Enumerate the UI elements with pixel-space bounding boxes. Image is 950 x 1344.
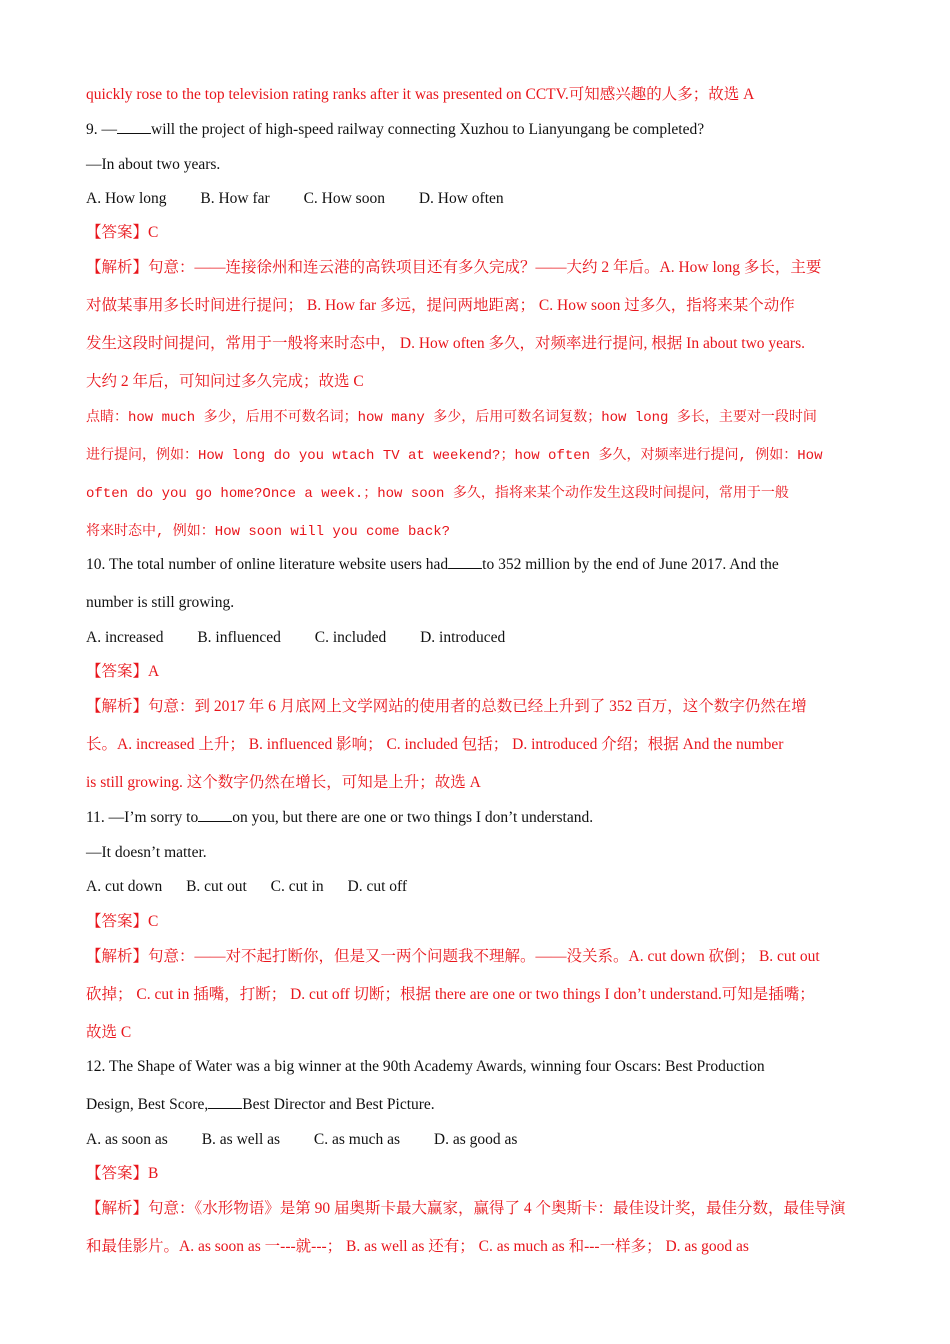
explanation-line: 砍掉； C. cut in 插嘴，打断； D. cut off 切断；根据 there are one or two things I don’t understand.可知是插嘴； bbox=[86, 986, 815, 1003]
explanation-line: is still growing. 这个数字仍然在增长，可知是上升；故选 A bbox=[86, 774, 481, 791]
question-text: on you, but there are one or two things I don’t understand. bbox=[232, 809, 594, 826]
explanation-line: quickly rose to the top television rating ranks after it was presented on CCTV.可知感兴趣的人多；故选 A bbox=[86, 86, 755, 103]
question-9 bbox=[86, 119, 890, 141]
tip-line: 点睛：how much 多少，后用不可数名词；how many 多少，后用可数名词复数；how long 多长，主要对一段时间 bbox=[86, 410, 817, 426]
question-text: Design, Best Score, bbox=[86, 1096, 209, 1113]
answer-label: 【答案】C bbox=[86, 913, 159, 930]
question-text: 10. The total number of online literature website users had bbox=[86, 556, 449, 573]
option-a: A. as soon as bbox=[86, 1131, 168, 1148]
option-b: B. as well as bbox=[201, 1131, 281, 1148]
option-b: B. cut out bbox=[186, 878, 247, 895]
dialogue-reply: —It doesn’t matter. bbox=[86, 844, 207, 861]
question-text: 11. —I’m sorry to bbox=[86, 809, 199, 826]
answer-blank bbox=[448, 554, 482, 569]
option-d: D. introduced bbox=[420, 629, 506, 646]
option-b: B. How far bbox=[200, 190, 270, 207]
explanation-line: 对做某事用多长时间进行提问； B. How far 多远，提问两地距离； C. How soon 过多久，指将来某个动作 bbox=[86, 297, 795, 314]
option-a: A. How long bbox=[86, 190, 167, 207]
option-a: A. increased bbox=[86, 629, 164, 646]
dialogue-reply: —In about two years. bbox=[86, 156, 221, 173]
answer-blank bbox=[198, 807, 232, 822]
explanation-line: 发生这段时间提问，常用于一般将来时态中， D. How often 多久，对频率进行提问, 根据 In about two years. bbox=[86, 335, 805, 352]
explanation-line: 【解析】句意：《水形物语》是第 90 届奥斯卡最大赢家，赢得了 4 个奥斯卡：最佳设计奖，最佳分数，最佳导演 bbox=[86, 1200, 846, 1217]
question-12: 12. The Shape of Water was a big winner at the 90th Academy Awards, winning four Oscars: Best Production bbox=[86, 1058, 765, 1075]
option-c: C. included bbox=[314, 629, 387, 646]
question-continuation: number is still growing. bbox=[86, 594, 235, 611]
option-c: C. How soon bbox=[303, 190, 385, 207]
option-d: D. How often bbox=[418, 190, 504, 207]
question-continuation bbox=[86, 1094, 890, 1116]
answer-label: 【答案】A bbox=[86, 663, 160, 680]
options-row bbox=[86, 627, 890, 649]
tip-line: often do you go home?Once a week.；how soon 多久，指将来某个动作发生这段时间提问，常用于一般 bbox=[86, 486, 789, 502]
options-row bbox=[86, 188, 890, 210]
explanation-line: 【解析】句意：到 2017 年 6 月底网上文学网站的使用者的总数已经上升到了 352 百万，这个数字仍然在增 bbox=[86, 698, 807, 715]
options-row bbox=[86, 1129, 890, 1151]
options-row bbox=[86, 876, 890, 898]
explanation-line: 【解析】句意：——对不起打断你，但是又一两个问题我不理解。——没关系。A. cut down 砍倒； B. cut out bbox=[86, 948, 820, 965]
question-text: will the project of high-speed railway connecting Xuzhou to Lianyungang be completed? bbox=[151, 121, 705, 138]
answer-label: 【答案】B bbox=[86, 1165, 159, 1182]
tip-line: 进行提问，例如：How long do you wtach TV at weekend?；how often 多久，对频率进行提问, 例如：How bbox=[86, 448, 823, 464]
option-d: D. cut off bbox=[347, 878, 408, 895]
option-b: B. influenced bbox=[197, 629, 281, 646]
explanation-line: 大约 2 年后，可知问过多久完成；故选 C bbox=[86, 373, 364, 390]
explanation-line: 【解析】句意：——连接徐州和连云港的高铁项目还有多久完成？——大约 2 年后。A. How long 多长，主要 bbox=[86, 259, 822, 276]
question-text: to 352 million by the end of June 2017. And the bbox=[482, 556, 779, 573]
tip-line: 将来时态中, 例如：How soon will you come back? bbox=[86, 524, 451, 540]
question-11 bbox=[86, 807, 890, 829]
option-d: D. as good as bbox=[433, 1131, 518, 1148]
option-c: C. as much as bbox=[313, 1131, 401, 1148]
option-a: A. cut down bbox=[86, 878, 163, 895]
question-number: 9. — bbox=[86, 121, 117, 138]
explanation-line: 故选 C bbox=[86, 1024, 132, 1041]
answer-blank bbox=[208, 1094, 242, 1109]
option-c: C. cut in bbox=[270, 878, 324, 895]
explanation-line: 和最佳影片。A. as soon as 一---就---； B. as well as 还有； C. as much as 和---一样多； D. as good as bbox=[86, 1238, 749, 1255]
question-10 bbox=[86, 554, 890, 576]
question-text: Best Director and Best Picture. bbox=[242, 1096, 435, 1113]
answer-blank bbox=[117, 119, 151, 134]
answer-label: 【答案】C bbox=[86, 224, 159, 241]
explanation-line: 长。A. increased 上升； B. influenced 影响； C. included 包括； D. introduced 介绍；根据 And the number bbox=[86, 736, 784, 753]
